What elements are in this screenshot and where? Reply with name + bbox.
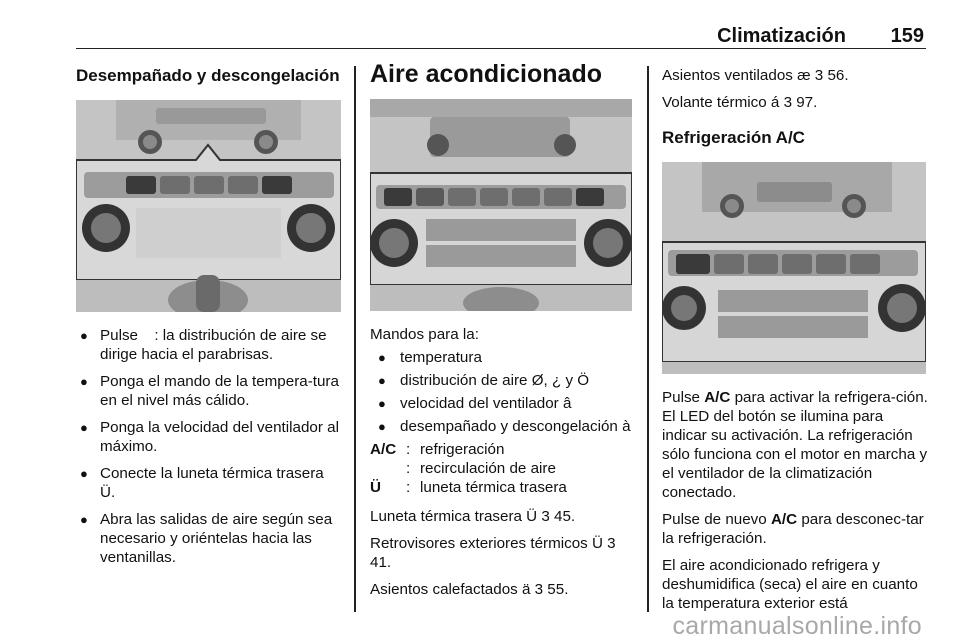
legend-separator: : xyxy=(406,479,411,496)
section-heading-ac-cooling: Refrigeración A/C xyxy=(662,128,805,147)
column-divider xyxy=(647,66,649,612)
list-item: ● desempañado y descongelación à xyxy=(370,417,632,436)
page-number: 159 xyxy=(890,25,924,47)
legend-key: A/C xyxy=(370,441,397,458)
cross-reference: Retrovisores exteriores térmicos Ü 3 41. xyxy=(370,535,616,571)
legend-desc: luneta térmica trasera xyxy=(420,479,567,496)
legend-row xyxy=(370,459,632,478)
list-item: ● Ponga la velocidad del ventilador al máximo. xyxy=(76,418,341,456)
text-run: Pulse xyxy=(662,389,705,406)
text-run: para desconec-tar la refrigeración. xyxy=(662,511,924,547)
column-3 xyxy=(662,56,928,621)
legend-key:  xyxy=(370,460,383,477)
ac-paragraph-3: El aire acondicionado refrigera y deshumidifica (seca) el aire en cuanto la temperatura exterior está xyxy=(662,557,918,612)
column-2 xyxy=(370,56,632,607)
ac-key-label: A/C xyxy=(770,511,798,528)
text-run: para activar la refrigera-ción. El LED del botón se ilumina para indicar su activación. La refrigeración sólo funciona con el motor en marcha y el ventilador de la climatización conectado. xyxy=(662,389,928,501)
legend-desc: recirculación de aire xyxy=(420,460,556,477)
cross-reference: Asientos ventilados æ 3 56. xyxy=(662,67,849,84)
column-1 xyxy=(76,56,341,575)
column-divider xyxy=(354,66,356,612)
ac-button-illustration xyxy=(662,162,926,374)
cross-reference: Luneta térmica trasera Ü 3 45. xyxy=(370,508,576,525)
climate-panel-illustration xyxy=(76,100,341,312)
ac-panel-image xyxy=(370,99,632,311)
list-item: ● Pulse : la distribución de aire se dirige hacia el parabrisas. xyxy=(76,326,341,364)
controls-intro: Mandos para la: xyxy=(370,326,479,343)
legend-key: Ü xyxy=(370,479,381,496)
watermark: carmanualsonline.info xyxy=(672,612,922,640)
cross-reference: Volante térmico á 3 97. xyxy=(662,94,818,111)
list-item: ● Ponga el mando de la tempera-tura en el nivel más cálido. xyxy=(76,372,341,410)
list-item: ● Abra las salidas de aire según sea necesario y oriéntelas hacia las ventanillas. xyxy=(76,510,341,567)
legend-separator: : xyxy=(406,441,411,458)
list-item: ● Conecte la luneta térmica trasera Ü. xyxy=(76,464,341,502)
ac-paragraph-2 xyxy=(662,510,928,548)
page-header xyxy=(76,0,926,49)
list-item: ● distribución de aire Ø, ¿ y Ö xyxy=(370,371,632,390)
symbol-legend xyxy=(370,440,632,497)
ac-paragraph-1 xyxy=(662,388,928,502)
legend-row xyxy=(370,440,632,459)
controls-list xyxy=(370,348,632,436)
ac-panel-illustration xyxy=(370,99,632,311)
ac-button-image xyxy=(662,162,926,374)
section-heading-defrost: Desempañado y descongelación xyxy=(76,66,340,85)
defrost-steps-list xyxy=(76,326,341,567)
section-heading-ac: Aire acondicionado xyxy=(370,60,602,88)
list-item: ● temperatura xyxy=(370,348,632,367)
list-item: ● velocidad del ventilador â xyxy=(370,394,632,413)
cross-reference: Asientos calefactados ä 3 55. xyxy=(370,581,569,598)
legend-desc: refrigeración xyxy=(420,441,505,458)
text-run: Pulse de nuevo xyxy=(662,511,771,528)
ac-key-label: A/C xyxy=(704,389,731,406)
legend-row xyxy=(370,478,632,497)
page-title: Climatización xyxy=(717,25,846,47)
legend-separator: : xyxy=(406,460,411,477)
climate-panel-image xyxy=(76,100,341,312)
